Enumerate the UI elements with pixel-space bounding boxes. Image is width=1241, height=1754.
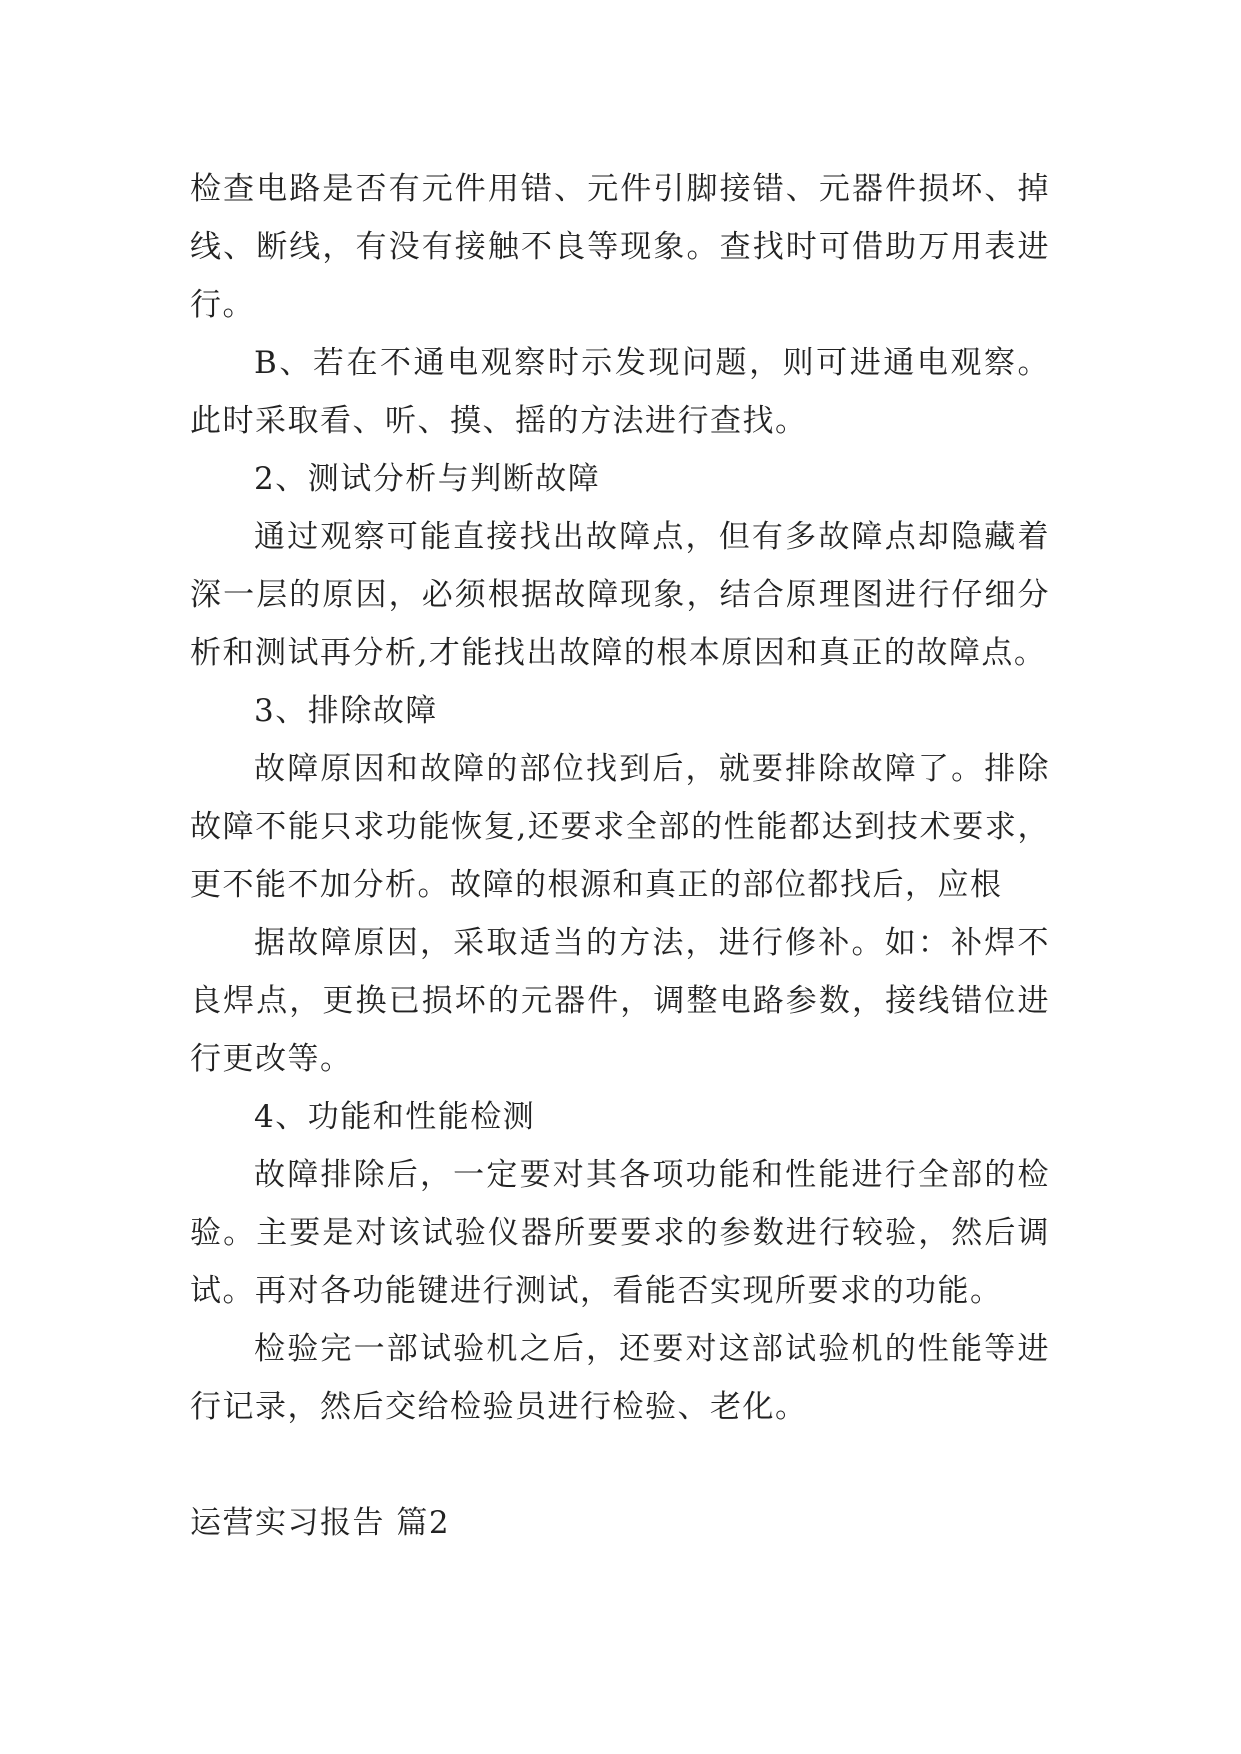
paragraph-function-test: 故障排除后，一定要对其各项功能和性能进行全部的检验。主要是对该试验仪器所要要求的参数进行较验，然后调试。再对各功能键进行测试，看能否实现所要求的功能。 — [190, 1157, 1050, 1309]
paragraph-circuit-check: 检查电路是否有元件用错、元件引脚接错、元器件损坏、掉线、断线，有没有接触不良等现象。查找时可借助万用表进行。 — [190, 171, 1050, 323]
paragraph-fault-analysis: 通过观察可能直接找出故障点，但有多故障点却隐藏着深一层的原因，必须根据故障现象，结合原理图进行仔细分析和测试再分析,才能找出故障的根本原因和真正的故障点。 — [190, 519, 1050, 671]
paragraph-inspection-record: 检验完一部试验机之后，还要对这部试验机的性能等进行记录，然后交给检验员进行检验、老化。 — [190, 1331, 1050, 1425]
document-body — [190, 160, 1050, 1552]
section-title: 运营实习报告 篇2 — [190, 1505, 451, 1541]
heading-fault-removal: 3、排除故障 — [254, 693, 438, 729]
paragraph-power-on-observation: B、若在不通电观察时示发现问题，则可进通电观察。此时采取看、听、摸、摇的方法进行查找。 — [190, 345, 1050, 439]
spacer — [190, 1436, 1050, 1494]
paragraph-repair-methods: 据故障原因，采取适当的方法，进行修补。如：补焊不良焊点，更换已损坏的元器件，调整电路参数，接线错位进行更改等。 — [190, 925, 1050, 1077]
heading-test-analysis: 2、测试分析与判断故障 — [254, 461, 601, 497]
paragraph-fault-removal: 故障原因和故障的部位找到后，就要排除故障了。排除故障不能只求功能恢复,还要求全部的性能都达到技术要求，更不能不加分析。故障的根源和真正的部位都找后，应根 — [190, 751, 1050, 903]
heading-function-test: 4、功能和性能检测 — [254, 1099, 536, 1135]
